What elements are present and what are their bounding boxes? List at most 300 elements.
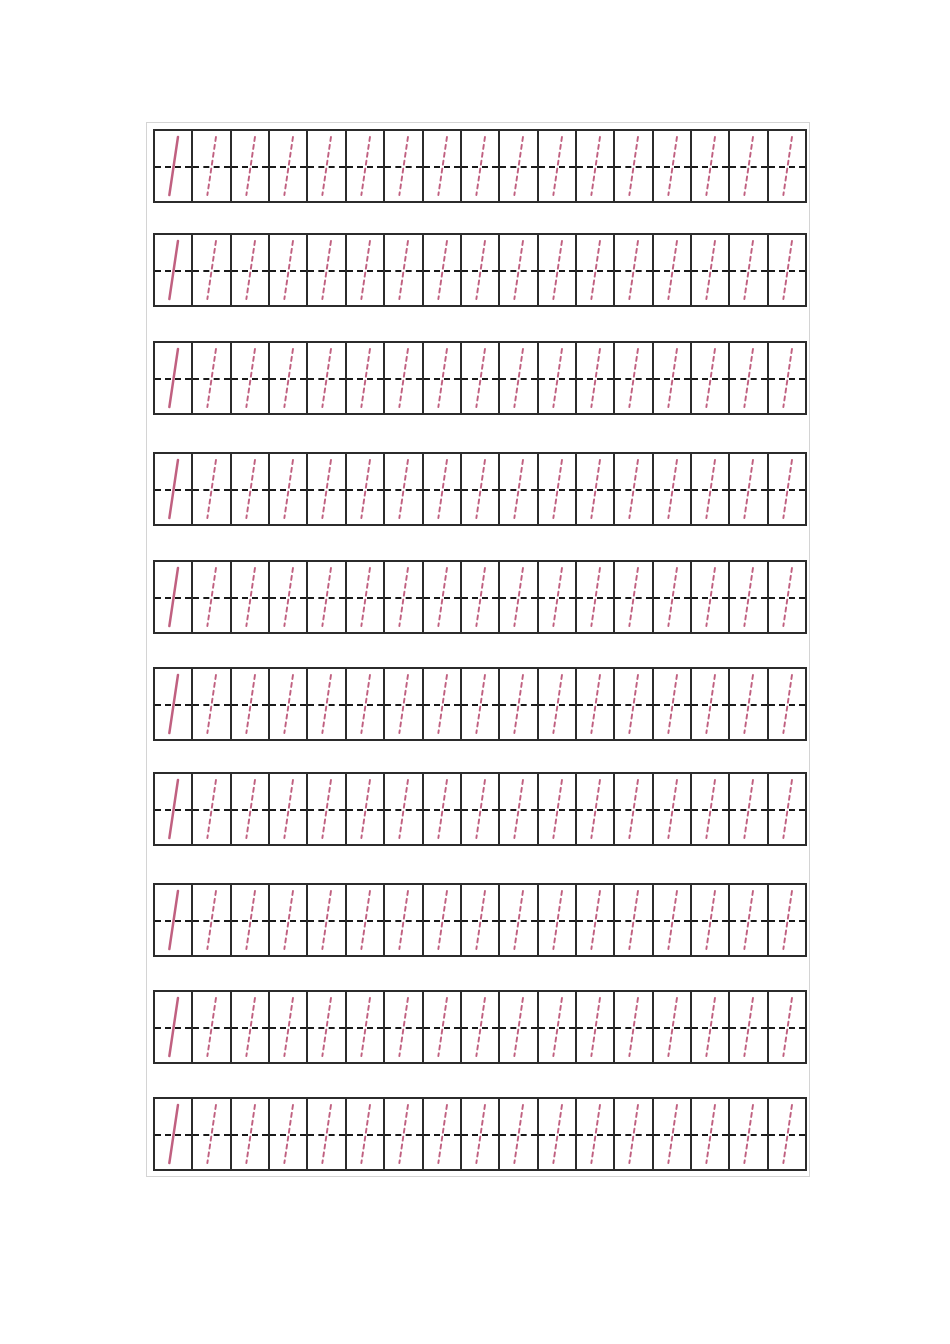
trace-cell[interactable] <box>539 1099 577 1169</box>
trace-cell[interactable] <box>462 562 500 632</box>
trace-cell[interactable] <box>347 885 385 955</box>
trace-cell[interactable] <box>424 774 462 844</box>
slash-stroke-trace <box>500 669 536 739</box>
trace-cell[interactable] <box>424 131 462 201</box>
slash-stroke-trace <box>730 669 766 739</box>
trace-cell[interactable] <box>692 454 730 524</box>
slash-stroke-trace <box>500 562 536 632</box>
slash-stroke-trace <box>232 669 268 739</box>
trace-cell[interactable] <box>462 774 500 844</box>
trace-cell[interactable] <box>385 885 423 955</box>
trace-cell[interactable] <box>500 885 538 955</box>
slash-stroke-trace <box>615 1099 651 1169</box>
trace-cell[interactable] <box>385 992 423 1062</box>
trace-cell[interactable] <box>615 669 653 739</box>
slash-stroke-trace <box>654 1099 690 1169</box>
slash-stroke-trace <box>692 992 728 1062</box>
trace-cell[interactable] <box>577 131 615 201</box>
example-cell[interactable] <box>155 343 193 413</box>
example-cell[interactable] <box>155 235 193 305</box>
slash-stroke-trace <box>500 343 536 413</box>
trace-cell[interactable] <box>385 343 423 413</box>
practice-row <box>153 233 807 307</box>
slash-stroke-trace <box>424 774 460 844</box>
trace-cell[interactable] <box>769 131 805 201</box>
slash-stroke-trace <box>539 454 575 524</box>
slash-stroke-trace <box>577 774 613 844</box>
trace-cell[interactable] <box>615 1099 653 1169</box>
trace-cell[interactable] <box>232 562 270 632</box>
slash-stroke-trace <box>347 774 383 844</box>
trace-cell[interactable] <box>769 454 805 524</box>
trace-cell[interactable] <box>730 562 768 632</box>
trace-cell[interactable] <box>308 562 346 632</box>
slash-stroke-trace <box>232 235 268 305</box>
slash-stroke-trace <box>500 774 536 844</box>
trace-cell[interactable] <box>193 343 231 413</box>
example-cell[interactable] <box>155 1099 193 1169</box>
slash-stroke-trace <box>308 885 344 955</box>
trace-cell[interactable] <box>232 343 270 413</box>
trace-cell[interactable] <box>462 235 500 305</box>
trace-cell[interactable] <box>577 562 615 632</box>
slash-stroke-trace <box>654 343 690 413</box>
slash-stroke-trace <box>462 131 498 201</box>
trace-cell[interactable] <box>270 131 308 201</box>
trace-cell[interactable] <box>769 343 805 413</box>
slash-stroke-trace <box>730 131 766 201</box>
slash-stroke-trace <box>193 562 229 632</box>
slash-stroke-trace <box>347 454 383 524</box>
trace-cell[interactable] <box>539 992 577 1062</box>
trace-cell[interactable] <box>347 131 385 201</box>
slash-stroke-trace <box>539 885 575 955</box>
slash-stroke-trace <box>193 131 229 201</box>
example-cell[interactable] <box>155 669 193 739</box>
slash-stroke-trace <box>539 669 575 739</box>
example-cell[interactable] <box>155 454 193 524</box>
slash-stroke-example <box>155 343 191 413</box>
trace-cell[interactable] <box>308 454 346 524</box>
trace-cell[interactable] <box>654 774 692 844</box>
trace-cell[interactable] <box>615 343 653 413</box>
trace-cell[interactable] <box>692 669 730 739</box>
slash-stroke-trace <box>730 992 766 1062</box>
trace-cell[interactable] <box>424 992 462 1062</box>
trace-cell[interactable] <box>692 562 730 632</box>
slash-stroke-trace <box>500 454 536 524</box>
slash-stroke-trace <box>654 885 690 955</box>
trace-cell[interactable] <box>347 235 385 305</box>
slash-stroke-trace <box>615 885 651 955</box>
trace-cell[interactable] <box>270 885 308 955</box>
trace-cell[interactable] <box>500 343 538 413</box>
slash-stroke-trace <box>462 992 498 1062</box>
trace-cell[interactable] <box>500 235 538 305</box>
trace-cell[interactable] <box>769 1099 805 1169</box>
worksheet-sheet <box>146 122 810 1177</box>
slash-stroke-trace <box>577 1099 613 1169</box>
slash-stroke-trace <box>270 992 306 1062</box>
practice-row <box>153 560 807 634</box>
trace-cell[interactable] <box>615 235 653 305</box>
slash-stroke-trace <box>347 131 383 201</box>
trace-cell[interactable] <box>769 992 805 1062</box>
trace-cell[interactable] <box>730 235 768 305</box>
slash-stroke-trace <box>308 1099 344 1169</box>
trace-cell[interactable] <box>193 885 231 955</box>
slash-stroke-trace <box>385 774 421 844</box>
trace-cell[interactable] <box>347 454 385 524</box>
trace-cell[interactable] <box>385 562 423 632</box>
slash-stroke-trace <box>654 669 690 739</box>
practice-row <box>153 990 807 1064</box>
slash-stroke-trace <box>424 1099 460 1169</box>
slash-stroke-trace <box>577 885 613 955</box>
slash-stroke-trace <box>270 885 306 955</box>
slash-stroke-trace <box>232 774 268 844</box>
trace-cell[interactable] <box>539 235 577 305</box>
trace-cell[interactable] <box>193 1099 231 1169</box>
trace-cell[interactable] <box>308 669 346 739</box>
trace-cell[interactable] <box>577 669 615 739</box>
slash-stroke-trace <box>424 669 460 739</box>
slash-stroke-trace <box>769 669 805 739</box>
trace-cell[interactable] <box>462 1099 500 1169</box>
trace-cell[interactable] <box>539 562 577 632</box>
slash-stroke-trace <box>347 1099 383 1169</box>
slash-stroke-trace <box>462 669 498 739</box>
slash-stroke-trace <box>692 774 728 844</box>
trace-cell[interactable] <box>654 562 692 632</box>
trace-cell[interactable] <box>270 235 308 305</box>
trace-cell[interactable] <box>347 562 385 632</box>
trace-cell[interactable] <box>539 131 577 201</box>
slash-stroke-trace <box>692 131 728 201</box>
slash-stroke-trace <box>730 562 766 632</box>
trace-cell[interactable] <box>462 669 500 739</box>
trace-cell[interactable] <box>232 774 270 844</box>
slash-stroke-trace <box>577 131 613 201</box>
slash-stroke-trace <box>308 992 344 1062</box>
trace-cell[interactable] <box>232 454 270 524</box>
trace-cell[interactable] <box>308 774 346 844</box>
trace-cell[interactable] <box>193 774 231 844</box>
trace-cell[interactable] <box>385 454 423 524</box>
slash-stroke-trace <box>424 992 460 1062</box>
slash-stroke-trace <box>424 131 460 201</box>
slash-stroke-trace <box>769 885 805 955</box>
trace-cell[interactable] <box>424 343 462 413</box>
slash-stroke-trace <box>577 454 613 524</box>
slash-stroke-trace <box>385 131 421 201</box>
trace-cell[interactable] <box>308 885 346 955</box>
trace-cell[interactable] <box>347 669 385 739</box>
trace-cell[interactable] <box>385 235 423 305</box>
trace-cell[interactable] <box>462 454 500 524</box>
trace-cell[interactable] <box>424 1099 462 1169</box>
trace-cell[interactable] <box>615 885 653 955</box>
example-cell[interactable] <box>155 131 193 201</box>
slash-stroke-trace <box>347 343 383 413</box>
trace-cell[interactable] <box>615 131 653 201</box>
trace-cell[interactable] <box>308 343 346 413</box>
slash-stroke-trace <box>232 885 268 955</box>
slash-stroke-trace <box>308 669 344 739</box>
trace-cell[interactable] <box>730 992 768 1062</box>
trace-cell[interactable] <box>577 1099 615 1169</box>
trace-cell[interactable] <box>577 343 615 413</box>
trace-cell[interactable] <box>692 885 730 955</box>
slash-stroke-example <box>155 992 191 1062</box>
practice-row <box>153 1097 807 1171</box>
slash-stroke-trace <box>500 992 536 1062</box>
slash-stroke-trace <box>615 992 651 1062</box>
trace-cell[interactable] <box>232 992 270 1062</box>
slash-stroke-trace <box>347 562 383 632</box>
slash-stroke-trace <box>385 669 421 739</box>
slash-stroke-trace <box>308 562 344 632</box>
slash-stroke-example <box>155 131 191 201</box>
slash-stroke-trace <box>385 454 421 524</box>
slash-stroke-trace <box>692 885 728 955</box>
practice-row <box>153 667 807 741</box>
trace-cell[interactable] <box>692 235 730 305</box>
trace-cell[interactable] <box>232 669 270 739</box>
slash-stroke-trace <box>193 454 229 524</box>
slash-stroke-trace <box>692 343 728 413</box>
trace-cell[interactable] <box>270 992 308 1062</box>
trace-cell[interactable] <box>193 235 231 305</box>
trace-cell[interactable] <box>193 992 231 1062</box>
trace-cell[interactable] <box>654 343 692 413</box>
slash-stroke-example <box>155 454 191 524</box>
slash-stroke-example <box>155 562 191 632</box>
trace-cell[interactable] <box>577 454 615 524</box>
trace-cell[interactable] <box>654 131 692 201</box>
trace-cell[interactable] <box>270 454 308 524</box>
trace-cell[interactable] <box>500 562 538 632</box>
slash-stroke-trace <box>270 343 306 413</box>
trace-cell[interactable] <box>193 131 231 201</box>
slash-stroke-trace <box>308 454 344 524</box>
trace-cell[interactable] <box>539 343 577 413</box>
slash-stroke-trace <box>615 131 651 201</box>
slash-stroke-trace <box>654 454 690 524</box>
slash-stroke-trace <box>193 1099 229 1169</box>
practice-row <box>153 883 807 957</box>
slash-stroke-trace <box>308 774 344 844</box>
trace-cell[interactable] <box>347 1099 385 1169</box>
trace-cell[interactable] <box>615 454 653 524</box>
trace-cell[interactable] <box>347 992 385 1062</box>
trace-cell[interactable] <box>769 885 805 955</box>
slash-stroke-trace <box>424 885 460 955</box>
slash-stroke-trace <box>424 235 460 305</box>
slash-stroke-trace <box>385 235 421 305</box>
trace-cell[interactable] <box>730 454 768 524</box>
trace-cell[interactable] <box>500 992 538 1062</box>
slash-stroke-trace <box>232 131 268 201</box>
trace-cell[interactable] <box>424 235 462 305</box>
trace-cell[interactable] <box>385 1099 423 1169</box>
trace-cell[interactable] <box>424 669 462 739</box>
trace-cell[interactable] <box>270 1099 308 1169</box>
slash-stroke-trace <box>692 235 728 305</box>
trace-cell[interactable] <box>539 454 577 524</box>
slash-stroke-trace <box>769 774 805 844</box>
trace-cell[interactable] <box>424 454 462 524</box>
trace-cell[interactable] <box>232 235 270 305</box>
slash-stroke-trace <box>692 454 728 524</box>
example-cell[interactable] <box>155 562 193 632</box>
trace-cell[interactable] <box>462 885 500 955</box>
trace-cell[interactable] <box>424 562 462 632</box>
trace-cell[interactable] <box>769 669 805 739</box>
trace-cell[interactable] <box>308 1099 346 1169</box>
slash-stroke-example <box>155 885 191 955</box>
slash-stroke-trace <box>615 562 651 632</box>
slash-stroke-trace <box>462 343 498 413</box>
trace-cell[interactable] <box>577 885 615 955</box>
trace-cell[interactable] <box>500 454 538 524</box>
slash-stroke-trace <box>462 1099 498 1169</box>
trace-cell[interactable] <box>347 774 385 844</box>
trace-cell[interactable] <box>424 885 462 955</box>
trace-cell[interactable] <box>654 992 692 1062</box>
slash-stroke-trace <box>577 562 613 632</box>
trace-cell[interactable] <box>577 235 615 305</box>
slash-stroke-trace <box>347 669 383 739</box>
slash-stroke-trace <box>654 774 690 844</box>
trace-cell[interactable] <box>615 992 653 1062</box>
slash-stroke-trace <box>347 992 383 1062</box>
trace-cell[interactable] <box>654 454 692 524</box>
slash-stroke-trace <box>270 774 306 844</box>
slash-stroke-trace <box>462 885 498 955</box>
slash-stroke-trace <box>730 774 766 844</box>
trace-cell[interactable] <box>769 235 805 305</box>
slash-stroke-example <box>155 774 191 844</box>
trace-cell[interactable] <box>500 774 538 844</box>
practice-row <box>153 129 807 203</box>
trace-cell[interactable] <box>692 774 730 844</box>
trace-cell[interactable] <box>193 454 231 524</box>
slash-stroke-trace <box>539 131 575 201</box>
example-cell[interactable] <box>155 992 193 1062</box>
slash-stroke-trace <box>232 1099 268 1169</box>
trace-cell[interactable] <box>730 131 768 201</box>
trace-cell[interactable] <box>692 992 730 1062</box>
slash-stroke-trace <box>385 992 421 1062</box>
example-cell[interactable] <box>155 885 193 955</box>
slash-stroke-trace <box>232 454 268 524</box>
trace-cell[interactable] <box>654 885 692 955</box>
trace-cell[interactable] <box>462 992 500 1062</box>
slash-stroke-trace <box>232 562 268 632</box>
practice-row <box>153 772 807 846</box>
trace-cell[interactable] <box>769 774 805 844</box>
trace-cell[interactable] <box>730 669 768 739</box>
practice-row <box>153 452 807 526</box>
trace-cell[interactable] <box>270 774 308 844</box>
trace-cell[interactable] <box>654 669 692 739</box>
trace-cell[interactable] <box>615 774 653 844</box>
trace-cell[interactable] <box>730 1099 768 1169</box>
trace-cell[interactable] <box>654 1099 692 1169</box>
slash-stroke-trace <box>270 235 306 305</box>
trace-cell[interactable] <box>347 343 385 413</box>
slash-stroke-trace <box>308 343 344 413</box>
slash-stroke-trace <box>615 235 651 305</box>
trace-cell[interactable] <box>385 774 423 844</box>
example-cell[interactable] <box>155 774 193 844</box>
slash-stroke-trace <box>347 235 383 305</box>
trace-cell[interactable] <box>270 669 308 739</box>
trace-cell[interactable] <box>385 131 423 201</box>
trace-cell[interactable] <box>385 669 423 739</box>
slash-stroke-trace <box>692 562 728 632</box>
slash-stroke-trace <box>539 774 575 844</box>
slash-stroke-trace <box>769 562 805 632</box>
trace-cell[interactable] <box>462 343 500 413</box>
slash-stroke-trace <box>232 992 268 1062</box>
trace-cell[interactable] <box>270 562 308 632</box>
trace-cell[interactable] <box>308 992 346 1062</box>
slash-stroke-trace <box>270 1099 306 1169</box>
trace-cell[interactable] <box>500 131 538 201</box>
trace-cell[interactable] <box>539 885 577 955</box>
trace-cell[interactable] <box>270 343 308 413</box>
trace-cell[interactable] <box>232 1099 270 1169</box>
trace-cell[interactable] <box>193 669 231 739</box>
slash-stroke-trace <box>692 1099 728 1169</box>
trace-cell[interactable] <box>577 992 615 1062</box>
trace-cell[interactable] <box>232 131 270 201</box>
slash-stroke-trace <box>654 235 690 305</box>
trace-cell[interactable] <box>730 343 768 413</box>
trace-cell[interactable] <box>730 885 768 955</box>
trace-cell[interactable] <box>730 774 768 844</box>
trace-cell[interactable] <box>500 669 538 739</box>
trace-cell[interactable] <box>692 131 730 201</box>
trace-cell[interactable] <box>577 774 615 844</box>
slash-stroke-trace <box>462 562 498 632</box>
trace-cell[interactable] <box>654 235 692 305</box>
slash-stroke-trace <box>769 454 805 524</box>
trace-cell[interactable] <box>308 131 346 201</box>
trace-cell[interactable] <box>539 669 577 739</box>
slash-stroke-trace <box>385 343 421 413</box>
trace-cell[interactable] <box>615 562 653 632</box>
trace-cell[interactable] <box>539 774 577 844</box>
trace-cell[interactable] <box>692 343 730 413</box>
slash-stroke-trace <box>500 131 536 201</box>
slash-stroke-trace <box>385 562 421 632</box>
trace-cell[interactable] <box>462 131 500 201</box>
trace-cell[interactable] <box>193 562 231 632</box>
trace-cell[interactable] <box>308 235 346 305</box>
slash-stroke-trace <box>654 992 690 1062</box>
slash-stroke-trace <box>385 1099 421 1169</box>
slash-stroke-example <box>155 1099 191 1169</box>
trace-cell[interactable] <box>500 1099 538 1169</box>
trace-cell[interactable] <box>232 885 270 955</box>
trace-cell[interactable] <box>769 562 805 632</box>
slash-stroke-trace <box>308 235 344 305</box>
trace-cell[interactable] <box>692 1099 730 1169</box>
slash-stroke-trace <box>730 1099 766 1169</box>
